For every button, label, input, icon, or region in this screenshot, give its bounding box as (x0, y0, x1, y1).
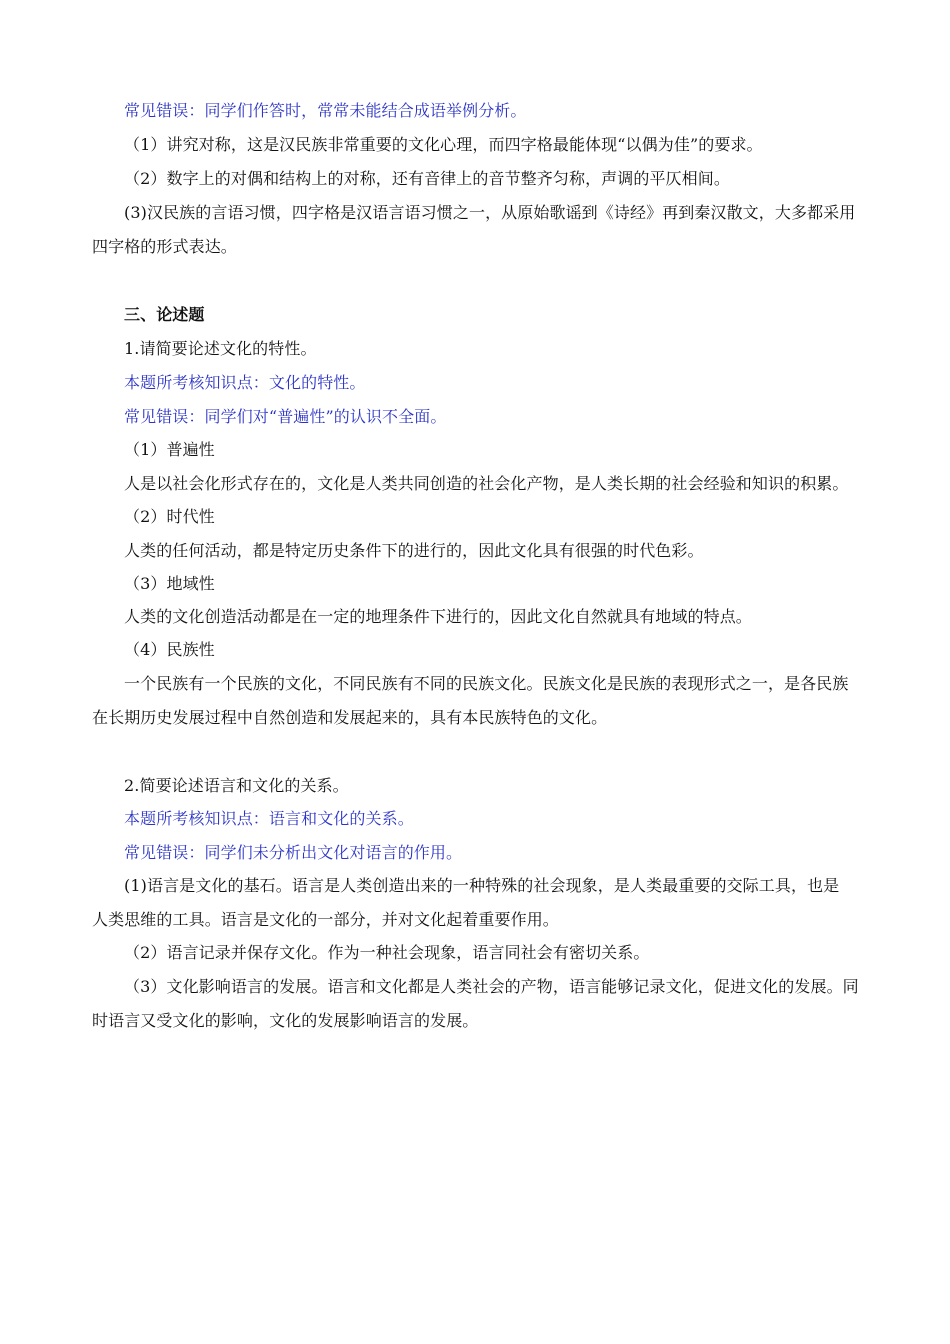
answer-paragraph-continuation: 人类思维的工具。语言是文化的一部分，并对文化起着重要作用。 (92, 910, 559, 929)
answer-subheading: （2）时代性 (124, 507, 215, 526)
answer-paragraph: （2）语言记录并保存文化。作为一种社会现象，语言同社会有密切关系。 (124, 943, 650, 962)
answer-paragraph-continuation: 在长期历史发展过程中自然创造和发展起来的，具有本民族特色的文化。 (92, 708, 608, 727)
question-title: 1.请简要论述文化的特性。 (124, 339, 317, 358)
answer-paragraph-continuation: 时语言又受文化的影响，文化的发展影响语言的发展。 (92, 1011, 479, 1030)
answer-paragraph: 一个民族有一个民族的文化，不同民族有不同的民族文化。民族文化是民族的表现形式之一，是各民族 (124, 674, 849, 693)
answer-paragraph: (1)语言是文化的基石。语言是人类创造出来的一种特殊的社会现象，是人类最重要的交际工具，也是 (124, 876, 840, 895)
answer-subheading: （1）普遍性 (124, 440, 215, 459)
common-error-note: 常见错误：同学们作答时，常常未能结合成语举例分析。 (124, 101, 527, 120)
answer-point: （2）数字上的对偶和结构上的对称，还有音律上的音节整齐匀称，声调的平仄相间。 (124, 169, 730, 188)
answer-paragraph: （3）文化影响语言的发展。语言和文化都是人类社会的产物，语言能够记录文化，促进文化的发展。同 (124, 977, 859, 996)
question-title: 2.简要论述语言和文化的关系。 (124, 776, 349, 795)
answer-paragraph: 人是以社会化形式存在的，文化是人类共同创造的社会化产物，是人类长期的社会经验和知识的积累。 (124, 474, 849, 493)
answer-paragraph: 人类的任何活动，都是特定历史条件下的进行的，因此文化具有很强的时代色彩。 (124, 541, 704, 560)
section-heading: 三、论述题 (124, 305, 205, 324)
answer-subheading: （4）民族性 (124, 640, 215, 659)
common-error-note: 常见错误：同学们对“普遍性”的认识不全面。 (124, 407, 447, 426)
common-error-note: 常见错误：同学们未分析出文化对语言的作用。 (124, 843, 463, 862)
answer-subheading: （3）地域性 (124, 574, 215, 593)
answer-point: （1）讲究对称，这是汉民族非常重要的文化心理，而四字格最能体现“以偶为佳”的要求。 (124, 135, 763, 154)
answer-paragraph: 人类的文化创造活动都是在一定的地理条件下进行的，因此文化自然就具有地域的特点。 (124, 607, 752, 626)
answer-point-continuation: 四字格的形式表达。 (92, 237, 237, 256)
answer-point: (3)汉民族的言语习惯，四字格是汉语言语习惯之一，从原始歌谣到《诗经》再到秦汉散文，大多都采用 (124, 203, 856, 222)
knowledge-point-note: 本题所考核知识点：语言和文化的关系。 (124, 809, 414, 828)
knowledge-point-note: 本题所考核知识点：文化的特性。 (124, 373, 366, 392)
